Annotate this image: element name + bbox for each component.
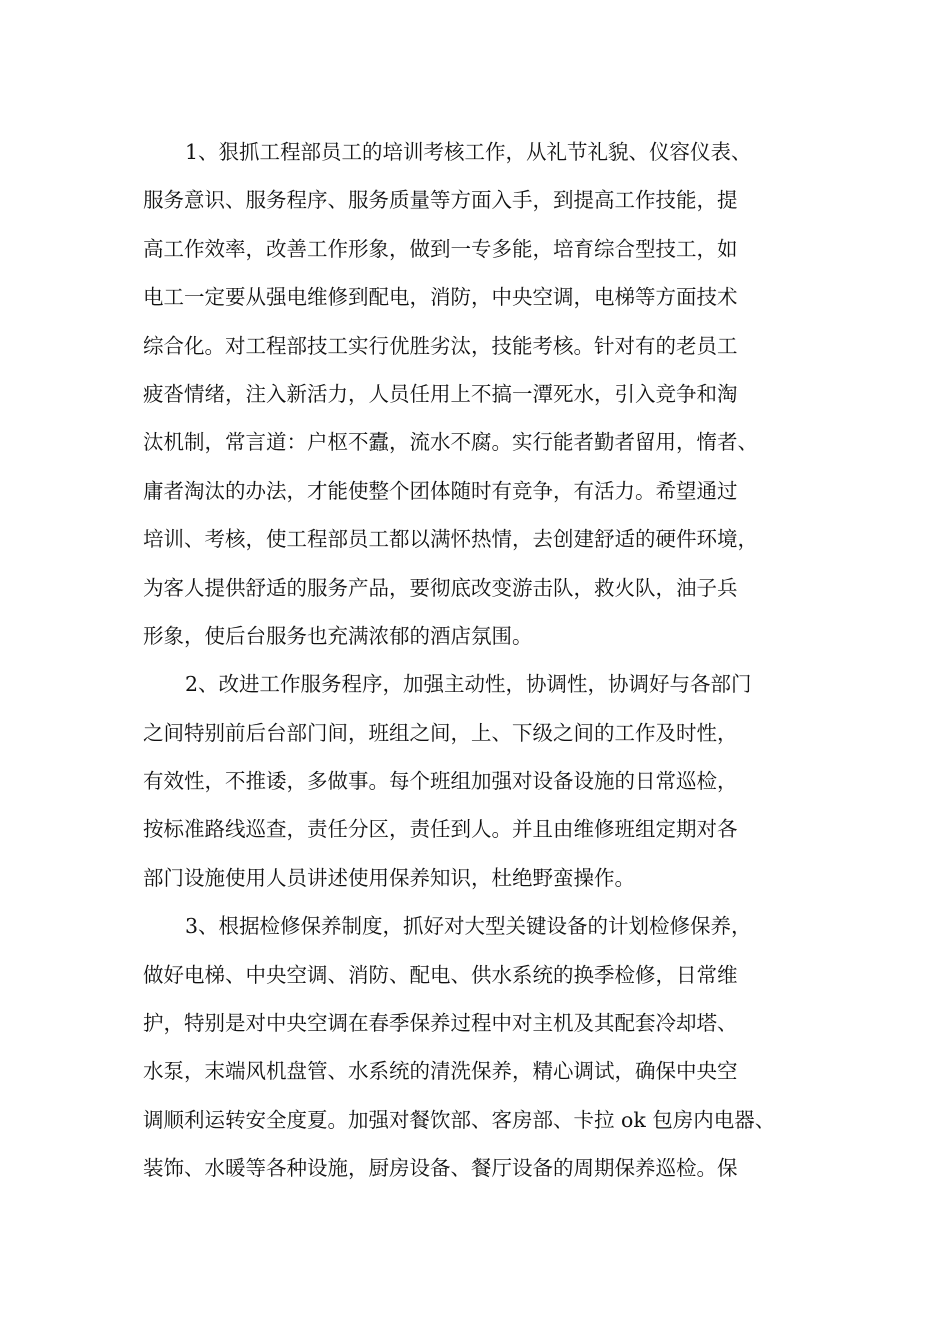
paragraph-1-line-1: 1、狠抓工程部员工的培训考核工作，从礼节礼貌、仪容仪表、: [185, 140, 752, 164]
paragraph-2-line-2: 之间特别前后台部门间，班组之间，上、下级之间的工作及时性，: [143, 720, 738, 745]
paragraph-1-line-10: 为客人提供舒适的服务产品，要彻底改变游击队，救火队，油子兵: [143, 575, 738, 600]
paragraph-1-line-5: 综合化。对工程部技工实行优胜劣汰，技能考核。针对有的老员工: [143, 333, 738, 358]
paragraph-2-line-5: 部门设施使用人员讲述使用保养知识，杜绝野蛮操作。: [143, 865, 635, 890]
paragraph-1-line-2: 服务意识、服务程序、服务质量等方面入手，到提高工作技能，提: [143, 188, 738, 213]
paragraph-3-line-2: 做好电梯、中央空调、消防、配电、供水系统的换季检修，日常维: [143, 962, 738, 987]
paragraph-1-line-7: 汰机制，常言道：户枢不蠹，流水不腐。实行能者勤者留用，惰者、: [143, 430, 758, 455]
paragraph-1-line-6: 疲沓情绪，注入新活力，人员任用上不搞一潭死水，引入竞争和淘: [143, 381, 738, 406]
paragraph-1-line-11: 形象，使后台服务也充满浓郁的酒店氛围。: [143, 623, 533, 648]
paragraph-1-line-3: 高工作效率，改善工作形象，做到一专多能，培育综合型技工，如: [143, 236, 738, 261]
paragraph-2-line-4: 按标准路线巡查，责任分区，责任到人。并且由维修班组定期对各: [143, 817, 738, 842]
paragraph-1-line-9: 培训、考核，使工程部员工都以满怀热情，去创建舒适的硬件环境，: [143, 527, 758, 552]
paragraph-2-line-3: 有效性，不推诿，多做事。每个班组加强对设备设施的日常巡检，: [143, 769, 738, 794]
paragraph-3-line-4: 水泵，末端风机盘管、水系统的清洗保养，精心调试，确保中央空: [143, 1059, 738, 1084]
paragraph-3-line-3: 护，特别是对中央空调在春季保养过程中对主机及其配套冷却塔、: [143, 1011, 738, 1036]
paragraph-3-line-6: 装饰、水暖等各种设施，厨房设备、餐厅设备的周期保养巡检。保: [143, 1156, 738, 1181]
document-body: [143, 128, 823, 1193]
paragraph-3-line-1: 3、根据检修保养制度，抓好对大型关键设备的计划检修保养，: [185, 914, 752, 939]
paragraph-1-line-4: 电工一定要从强电维修到配电，消防，中央空调，电梯等方面技术: [143, 285, 738, 310]
paragraph-2-line-1: 2、改进工作服务程序，加强主动性，协调性，协调好与各部门: [185, 672, 752, 697]
paragraph-3-line-5: 调顺利运转安全度夏。加强对餐饮部、客房部、卡拉 ok 包房内电器、: [143, 1107, 776, 1132]
paragraph-1-line-8: 庸者淘汰的办法，才能使整个团体随时有竞争，有活力。希望通过: [143, 478, 738, 503]
